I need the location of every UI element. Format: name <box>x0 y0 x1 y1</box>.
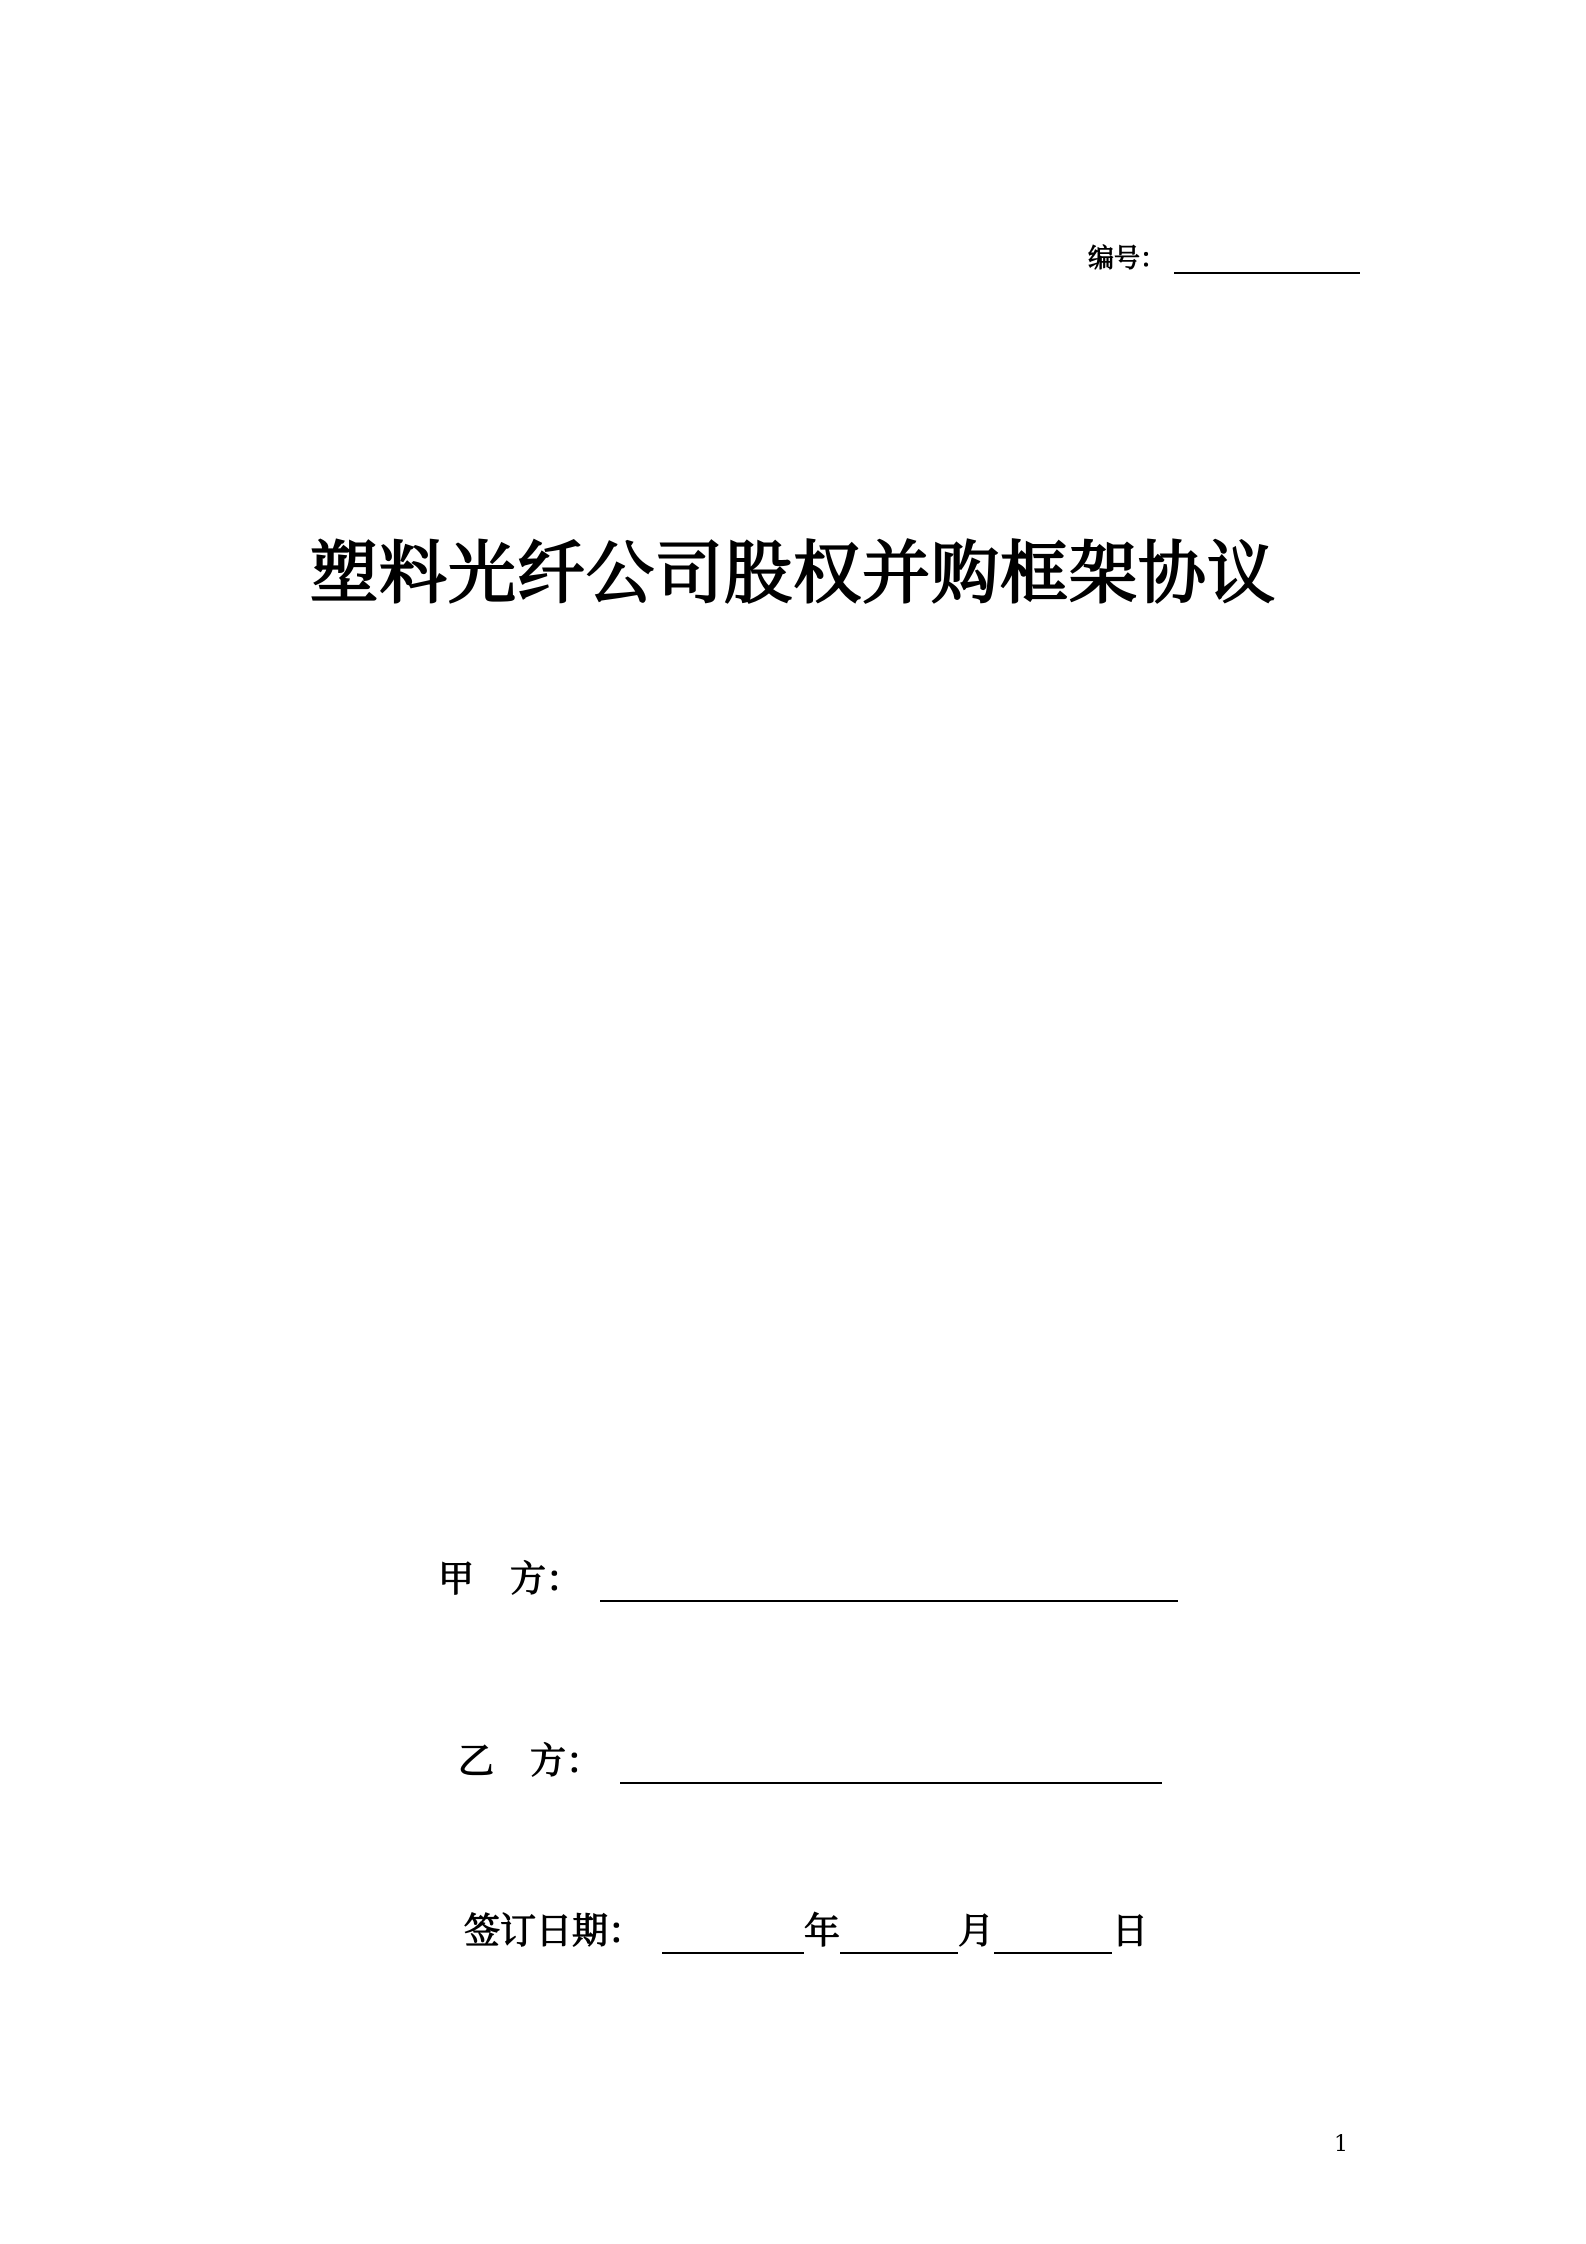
serial-number-field <box>1088 244 1360 274</box>
party-b-label-char1: 乙 <box>458 1741 495 1782</box>
signing-month-blank[interactable] <box>840 1916 958 1954</box>
signing-day-blank[interactable] <box>994 1916 1112 1954</box>
signing-date-field <box>464 1910 1148 1954</box>
signing-year-blank[interactable] <box>662 1916 804 1954</box>
document-title: 塑料光纤公司股权并购框架协议 <box>309 535 1276 614</box>
party-a-label-char2: 方： <box>510 1559 583 1600</box>
party-b-label-char2: 方： <box>530 1741 603 1782</box>
party-b-blank[interactable] <box>620 1746 1162 1784</box>
party-a-blank[interactable] <box>600 1564 1178 1602</box>
serial-number-label: 编号： <box>1088 244 1167 274</box>
serial-number-blank[interactable] <box>1174 246 1360 274</box>
signing-day-label: 日 <box>1112 1911 1149 1952</box>
signing-year-label: 年 <box>804 1911 841 1952</box>
party-b-field <box>458 1740 1162 1784</box>
page-number: 1 <box>1334 2132 1348 2157</box>
party-a-label-char1: 甲 <box>438 1559 475 1600</box>
signing-date-label: 签订日期： <box>464 1911 645 1952</box>
party-a-field <box>438 1558 1178 1602</box>
signing-month-label: 月 <box>958 1911 995 1952</box>
